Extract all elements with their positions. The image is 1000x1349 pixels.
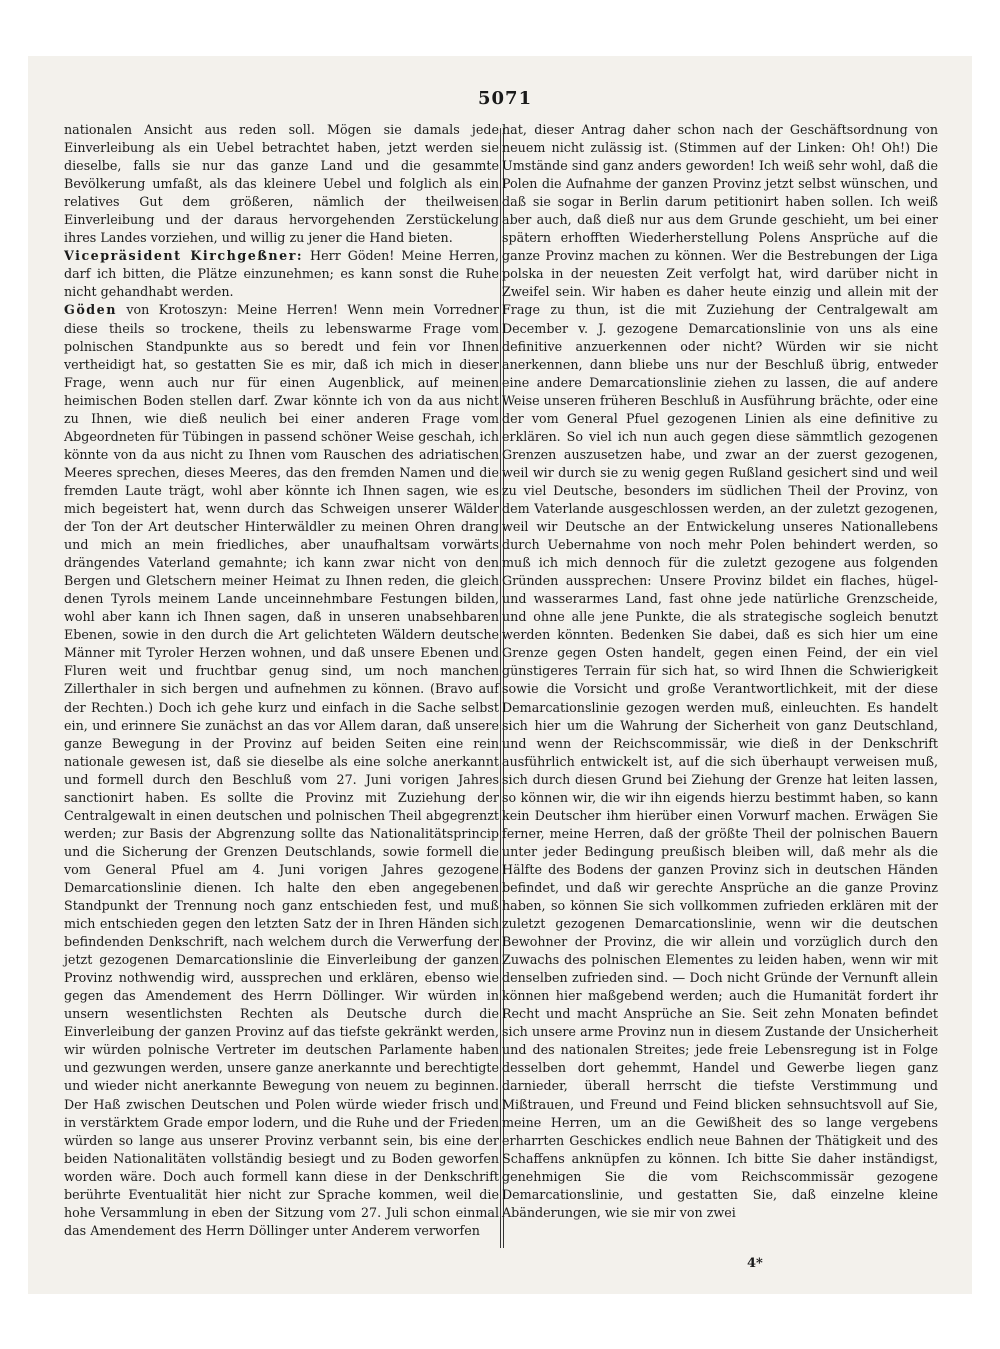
speaker-name: Vicepräsident Kirchgeßner: bbox=[64, 248, 304, 264]
speaker-name: Göden bbox=[64, 302, 117, 318]
paragraph: nationalen Ansicht aus reden soll. Mögen sie damals jede Einverleibung als ein Uebel betrachtet haben, jetzt werden sie dieselbe, falls sie nur das ganze Land und die gesammte Bevölkerung umfaßt, als das kleinere Uebel und folglich als ein relatives Gut dem größeren, nämlich der theilweisen Einverleibung und der daraus hervorgehenden Zerstückelung ihres Landes vorziehen, und willig zu jener die Hand bieten. bbox=[64, 122, 499, 246]
paragraph: hat, dieser Antrag daher schon nach der Geschäftsordnung von neuem nicht zulässig ist. (Stimmen auf der Linken: Oh! Oh!) Die Umstände sind ganz anders geworden! Ich weiß sehr wohl, daß die Polen die Aufnahme der ganzen Provinz jetzt selbst wünschen, und daß sie sogar in Berlin darum petitionirt haben sollen. Ich weiß aber auch, daß dieß nur aus dem Grunde geschieht, um bei einer spätern erhofften Wiederherstellung Polens Ansprüche auf die ganze Provinz machen zu können. Wer die Bestrebungen der Liga polska in der neuesten Zeit verfolgt hat, wird darüber nicht in Zweifel sein. Wir haben es daher heute einzig und allein mit der Frage zu thun, ist die mit Zuziehung der Centralgewalt am December v. J. gezogene Demarcationslinie von uns als eine definitive anzuerkennen oder nicht? Würden wir sie nicht anerkennen, dann bliebe uns nur der Beschluß übrig, entweder eine andere Demarcationslinie ziehen zu lassen, die auf andere Weise unseren früheren Beschluß in Ausführung brächte, oder eine der vom General Pfuel gezogenen Linien als eine definitive zu erklären. So viel ich nun auch gegen diese sämmtlich gezogenen Grenzen auszusetzen habe, und zwar an der zuerst gezogenen, weil wir durch sie zu wenig gegen Rußland gesichert sind und weil zu viel Deutsche, besonders im südlichen Theil der Provinz, von dem Vaterlande ausgeschlossen werden, an der zuletzt gezogenen, weil wir Deutsche an der Entwickelung unseres Nationallebens durch Uebernahme von noch mehr Polen behindert werden, so muß ich mich dennoch für die zuletzt gezogene aus folgenden Gründen aussprechen: Unsere Provinz bildet ein flaches, hügel- und wasserarmes Land, fast ohne jede natürliche Grenzscheide, und ohne alle jene Punkte, die als strategische sogleich benutzt werden könnten. Bedenken Sie dabei, daß es sich hier um eine Grenze gegen Osten handelt, gegen einen Feind, der ein viel günstigeres Terrain für sich hat, so wird Ihnen die Schwierigkeit sowie die Vorsicht und große Verantwortlichkeit, mit der diese Demarcationslinie gezogen werden muß, einleuchten. Es handelt sich hier um die Wahrung der Sicherheit von ganz Deutschland, und wenn der Reichscommissär, wie dieß in der Denkschrift ausführlich entwickelt ist, auf die sich überhaupt verweisen muß, sich durch diesen Grund bei Ziehung der Grenze hat leiten lassen, so können wir, die wir ihn eigends hierzu bestimmt haben, so kann kein Deutscher ihm hierüber einen Vorwurf machen. Erwägen Sie ferner, meine Herren, daß der größte Theil der polnischen Bauern unter jeder Bedingung preußisch bleiben will, daß mehr als die Hälfte des Bodens der ganzen Provinz sich in deutschen Händen befindet, und daß wir gerechte Ansprüche an die ganze Provinz haben, so können Sie sich vollkommen zufrieden erklären mit der zuletzt gezogenen Demarcationslinie, wenn wir die deutschen Bewohner der Provinz, die wir allein und vorzüglich durch den Zuwachs des polnischen Elementes zu leiden haben, wenn wir mit denselben zufrieden sind. — Doch nicht Gründe der Vernunft allein können hier maßgebend werden; auch die Humanität fordert ihr Recht und macht Ansprüche an Sie. Seit zehn Monaten befindet sich unsere arme Provinz nun in diesem Zustande der Unsicherheit und des nationalen Streites; jede freie Lebensregung ist in Folge desselben dort gehemmt, Handel und Gewerbe liegen ganz darnieder, überall herrscht die tiefste Verstimmung und Mißtrauen, und Freund und Feind blicken sehnsuchtsvoll auf Sie, meine Herren, um an die Gewißheit des so lange vergebens erharrten Geschickes endlich neue Bahnen der Thätigkeit und des Schaffens anknüpfen zu können. Ich bitte Sie daher inständigst, genehmigen Sie die vom Reichscommissär gezogene Demarcationslinie, und gestatten Sie, daß einzelne kleine Abänderungen, wie sie mir von zwei bbox=[502, 122, 938, 1220]
paragraph-goeden bbox=[64, 301, 499, 1239]
printer-signature: 4* bbox=[747, 1256, 763, 1271]
left-column bbox=[64, 121, 499, 1240]
speech-text: Herr Göden! Meine Herren, darf ich bitten, die Plätze einzunehmen; es kann sonst die Ruhe nicht gehandhabt werden. bbox=[64, 248, 499, 300]
right-column bbox=[502, 121, 938, 1222]
column-divider bbox=[500, 128, 501, 1248]
page-number: 5071 bbox=[478, 88, 533, 109]
paragraph-kirchgessner bbox=[64, 247, 499, 301]
speech-text: von Krotoszyn: Meine Herren! Wenn mein Vorredner diese theils so trockene, theils zu lebenswarme Frage vom polnischen Standpunkte aus so beredt und fein vor Ihnen vertheidigt hat, so gestatten Sie es mir, daß ich mich in dieser Frage, wenn auch nur für einen Augenblick, auf meinen heimischen Boden stellen darf. Zwar könnte ich von da aus nicht zu Ihnen, wie dieß neulich bei einer anderen Frage vom Abgeordneten für Tübingen in passend schöner Weise geschah, ich könnte von da aus nicht zu Ihnen vom Rauschen des adriatischen Meeres sprechen, dieses Meeres, das den fremden Namen und die fremden Laute trägt, wohl aber könnte ich Ihnen sagen, wie es mich begeistert hat, wenn durch das Schweigen unserer Wälder der Ton der Art deutscher Hinterwäldler zu meinen Ohren drang und mich an mein friedliches, aber unaufhaltsam vorwärts drängendes Vaterland gemahnte; ich kann zwar nicht von den Bergen und Gletschern meiner Heimat zu Ihnen reden, die gleich denen Tyrols meinem Lande unceinnehmbare Festungen bilden, wohl aber kann ich Ihnen sagen, daß in unseren unabsehbaren Ebenen, sowie in den durch die Art gelichteten Wäldern deutsche Männer mit Tyroler Herzen wohnen, und daß unsere Ebenen und Fluren weit und fruchtbar genug sind, um noch manchen Zillerthaler in sich bergen und aufnehmen zu können. (Bravo auf der Rechten.) Doch ich gehe kurz und einfach in die Sache selbst ein, und erinnere Sie zunächst an das vor Allem daran, daß unsere ganze Bewegung in der Provinz auf beiden Seiten eine rein nationale gewesen ist, daß sie dieselbe als eine solche anerkannt und formell durch den Beschluß vom 27. Juni vorigen Jahres sanctionirt haben. Es sollte die Provinz mit Zuziehung der Centralgewalt in einen deutschen und polnischen Theil abgegrenzt werden; zur Basis der Abgrenzung sollte das Nationalitätsprincip und die Sicherung der Grenzen Deutschlands, sowie formell die vom General Pfuel am 4. Juni vorigen Jahres gezogene Demarcationslinie dienen. Ich halte den eben angegebenen Standpunkt der Trennung noch ganz entschieden fest, und muß mich entschieden gegen den letzten Satz der in Ihren Händen sich befindenden Denkschrift, nach welchem durch die Verwerfung der jetzt gezogenen Demarcationslinie die Einverleibung der ganzen Provinz nothwendig wird, aussprechen und erklären, ebenso wie gegen das Amendement des Herrn Döllinger. Wir würden in unsern wesentlichsten Rechten als Deutsche durch die Einverleibung der ganzen Provinz auf das tiefste gekränkt werden, wir würden polnische Vertreter im deutschen Parlamente haben und gezwungen werden, unsere ganze anerkannte und berechtigte und wieder nicht anerkannte Bewegung von neuem zu beginnen. Der Haß zwischen Deutschen und Polen würde wieder frisch und in verstärktem Grade empor lodern, und die Ruhe und der Frieden würden so lange aus unserer Provinz verbannt sein, bis eine der beiden Nationalitäten vollständig besiegt und zu Boden geworfen worden wäre. Doch auch formell kann diese in der Denkschrift berührte Eventualität hier nicht zur Sprache kommen, weil die hohe Versammlung in eben der Sitzung vom 27. Juli schon einmal das Amendement des Herrn Döllinger unter Anderem verworfen bbox=[64, 302, 499, 1238]
